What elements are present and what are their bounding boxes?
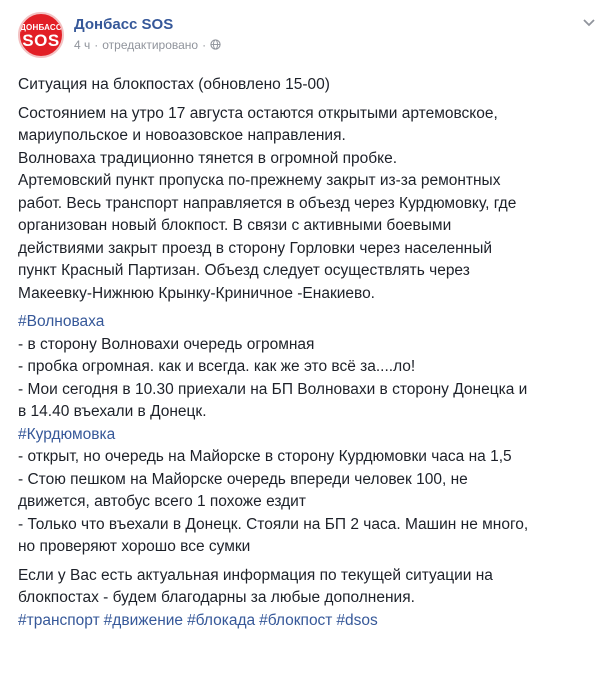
text-line: работ. Весь транспорт направляется в объезд через Курдюмовку, где [18,194,517,212]
text-line: в 14.40 въехали в Донецк. [18,403,207,420]
text-line: мариупольское и новоазовское направления. [18,127,346,144]
text-line: - в сторону Волновахи очередь огромная [18,335,315,353]
text-line: действиями закрыт проезд в сторону Горловки через населенный [18,239,492,257]
hashtag-dsos[interactable]: #dsos [336,611,378,629]
hashtag-list [18,610,603,633]
hashtag-kurdyumovka[interactable]: #Курдюмовка [18,425,116,443]
outro-paragraph [18,565,603,633]
avatar[interactable] [18,12,64,58]
hashtag-volnovakha[interactable]: #Волноваха [18,313,105,330]
text-line: Волноваха традиционно тянется в огромной пробке. [18,149,398,167]
text-line: но проверяют хорошо все сумки [18,538,251,555]
post-title: Ситуация на блокпостах (обновлено 15-00) [18,76,330,93]
text-line: Артемовский пункт пропуска по-прежнему закрыт из-за ремонтных [18,172,501,189]
text-line: - пробка огромная. как и всегда. как же это всё за....ло! [18,358,416,375]
avatar-logo-top: ДОНБАСС [20,23,62,32]
post-header [18,12,598,62]
page-name-link[interactable]: Донбасс SOS [74,16,174,33]
post-body [18,74,603,632]
hashtag-dvizhenie[interactable]: #движение [103,611,184,629]
section-kurdyumovka [18,424,603,559]
meta-separator: · [202,38,207,52]
post-meta [74,38,221,52]
hashtag-blokada[interactable]: #блокада [187,611,256,629]
chevron-down-icon[interactable] [582,18,596,28]
text-line: - Мои сегодня в 10.30 приехали на БП Волновахи в сторону Донецка и [18,380,528,398]
text-line: Если у Вас есть актуальная информация по текущей ситуации на [18,566,493,584]
globe-icon[interactable] [210,39,221,50]
text-line: Макеевку-Нижнюю Крынку-Криничное -Енакиево. [18,284,375,302]
post-time-link[interactable]: 4 ч [74,38,91,52]
text-line: организован новый блокпост. В связи с активными боевыми [18,217,452,234]
hashtag-transport[interactable]: #транспорт [18,611,100,629]
meta-separator: · [94,38,99,52]
hashtag-blokpost[interactable]: #блокпост [259,611,333,629]
text-line: пункт Красный Партизан. Объезд следует осуществлять через [18,262,470,279]
text-line: - Только что въехали в Донецк. Стояли на БП 2 часа. Машин не много, [18,515,529,533]
text-line: - Стою пешком на Майорске очередь впереди человек 100, не [18,470,468,488]
edited-link[interactable]: отредактировано [102,38,199,52]
intro-paragraph [18,103,603,306]
text-line: Состоянием на утро 17 августа остаются открытыми артемовское, [18,104,498,122]
avatar-logo-sos: SOS [22,31,60,50]
text-line: блокпостах - будем благодарны за любые дополнения. [18,589,415,606]
section-volnovakha [18,311,603,424]
text-line: движется, автобус всего 1 похоже ездит [18,493,306,510]
text-line: - открыт, но очередь на Майорске в сторону Курдюмовки часа на 1,5 [18,448,512,465]
